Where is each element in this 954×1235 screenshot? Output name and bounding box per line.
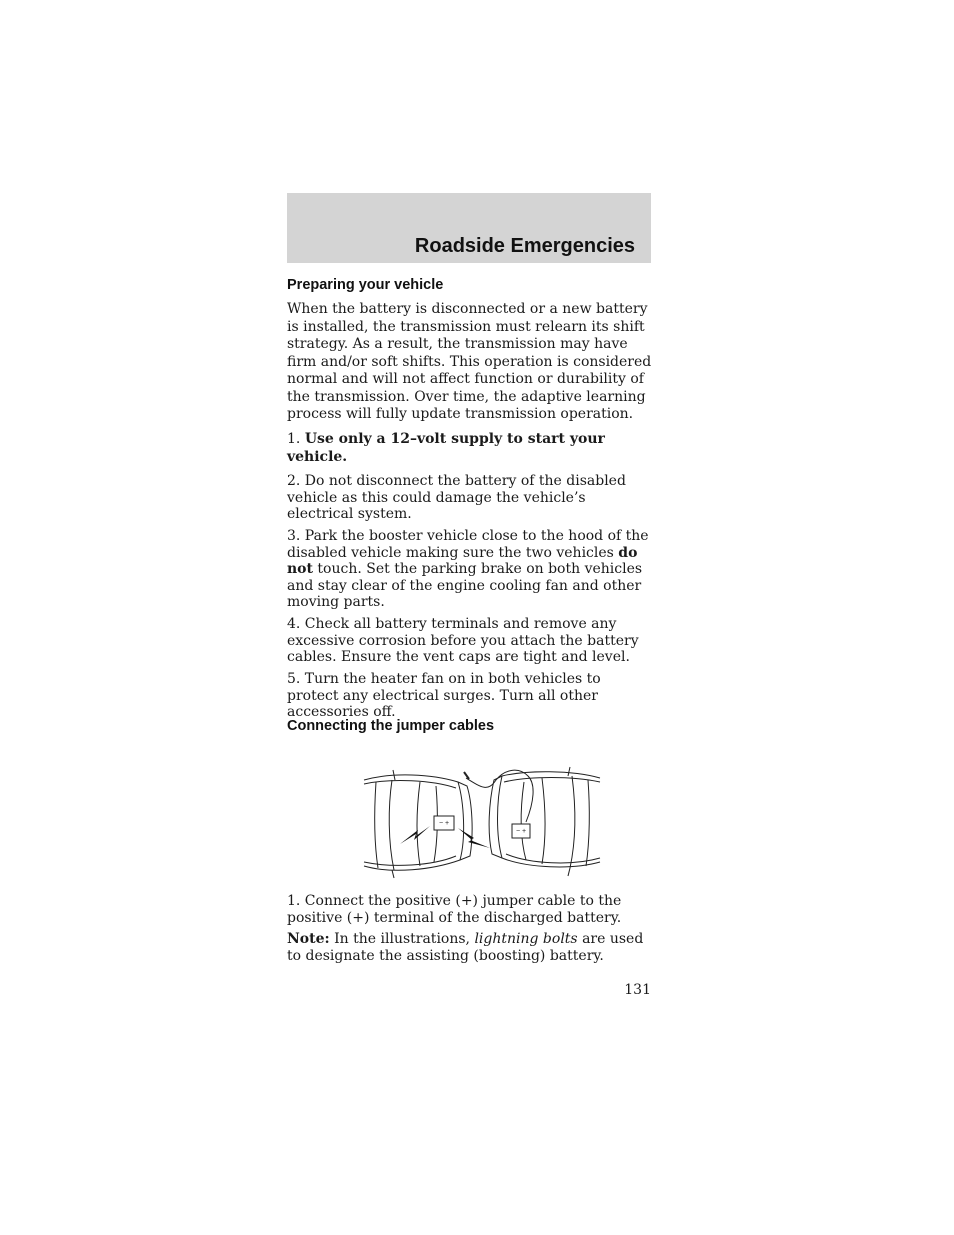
- paragraph-intro: When the battery is disconnected or a new battery is installed, the transmission must relearn its shift strategy. As a result, the transmission may have firm and/or soft shifts. This operation is considered normal and will not affect function or durability of the transmission. Over time, the adaptive learning process will fully update transmission operation.: [287, 301, 652, 422]
- step-3: [287, 528, 655, 611]
- note-text-pre: In the illustrations,: [329, 931, 475, 947]
- page-number: 131: [624, 982, 651, 998]
- step-1-number: 1.: [287, 431, 305, 447]
- battery-right-icon: [512, 824, 530, 838]
- jumper-cables-illustration: [362, 762, 602, 880]
- connect-step-1: 1. Connect the positive (+) jumper cable to the positive (+) terminal of the discharged battery.: [287, 893, 622, 926]
- battery-right-label: − +: [515, 828, 527, 835]
- step-3-emphasis: do not: [287, 544, 638, 578]
- step-2: 2. Do not disconnect the battery of the disabled vehicle as this could damage the vehicle’s electrical system.: [287, 473, 626, 523]
- note-label: Note:: [287, 931, 330, 947]
- jumper-cable: [466, 770, 533, 822]
- right-car-outline: [489, 767, 600, 876]
- note: [287, 931, 655, 964]
- step-3-text-post: touch. Set the parking brake on both vehicles and stay clear of the engine cooling fan and other moving parts.: [287, 561, 643, 611]
- step-3-text-pre: 3. Park the booster vehicle close to the hood of the disabled vehicle making sure the two vehicles: [287, 528, 649, 561]
- battery-left-label: − +: [438, 820, 450, 827]
- heading-connecting-cables: Connecting the jumper cables: [287, 718, 495, 734]
- battery-left-icon: [434, 816, 454, 830]
- section-header-band: [287, 193, 651, 263]
- note-text-post: are used to designate the assisting (boosting) battery.: [287, 931, 644, 964]
- step-5: 5. Turn the heater fan on in both vehicles to protect any electrical surges. Turn all other accessories off.: [287, 671, 601, 721]
- step-1: [287, 431, 655, 466]
- section-title: Roadside Emergencies: [414, 235, 635, 257]
- step-1-text: Use only a 12–volt supply to start your vehicle.: [287, 431, 605, 465]
- lightning-bolt-icon: [400, 826, 430, 844]
- note-emphasis: lightning bolts: [474, 931, 578, 947]
- left-car-outline: [364, 770, 472, 878]
- heading-preparing-vehicle: Preparing your vehicle: [287, 277, 444, 293]
- step-4: 4. Check all battery terminals and remove any excessive corrosion before you attach the battery cables. Ensure the vent caps are tight and level.: [287, 616, 639, 666]
